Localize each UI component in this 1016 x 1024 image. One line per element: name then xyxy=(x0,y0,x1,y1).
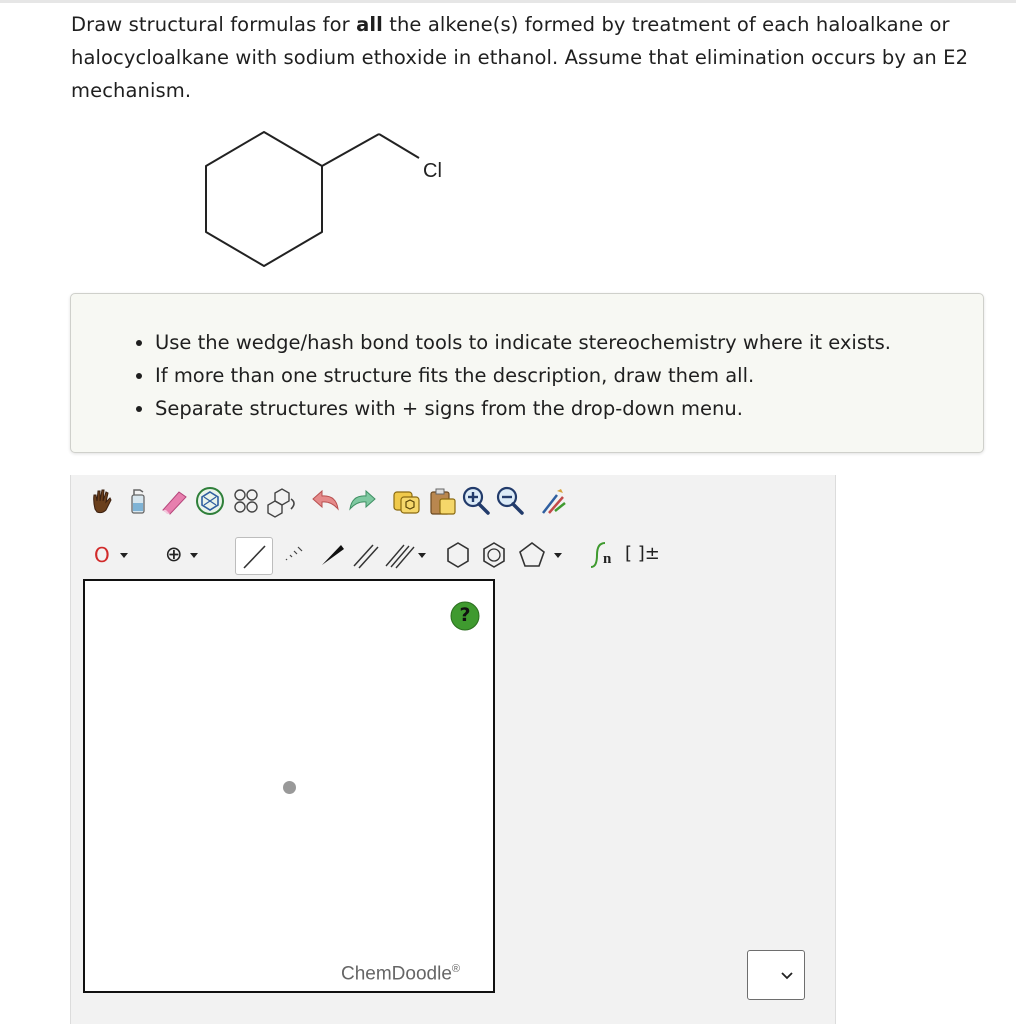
zoom-in-icon xyxy=(459,483,493,519)
undo-button[interactable] xyxy=(309,483,343,519)
toolbar-row-1 xyxy=(83,483,723,521)
hash-bond-button[interactable] xyxy=(277,537,311,573)
brand-name: ChemDoodle xyxy=(341,963,452,985)
atom-label: O xyxy=(94,543,110,567)
wedge-bond-icon xyxy=(315,537,349,573)
sgroup-label: n xyxy=(603,551,612,567)
ring-template-icon xyxy=(193,483,227,519)
question-part1: Draw structural formulas for xyxy=(71,13,357,36)
double-bond-button[interactable] xyxy=(349,537,383,573)
toolbar-row-2 xyxy=(83,537,783,575)
clear-button[interactable] xyxy=(121,483,155,519)
zoom-in-button[interactable] xyxy=(459,483,493,519)
zoom-out-icon xyxy=(493,483,527,519)
charge-dropdown[interactable] xyxy=(153,537,207,573)
templates-button[interactable] xyxy=(229,483,263,519)
molecule-structure xyxy=(195,120,475,284)
double-bond-icon xyxy=(349,537,383,573)
help-label: ? xyxy=(459,604,471,626)
single-bond-icon xyxy=(236,538,274,576)
bracket-label: [ ]± xyxy=(625,543,660,564)
sgroup-icon xyxy=(583,537,617,573)
instructions-box xyxy=(70,293,984,453)
cyclohexane-button[interactable] xyxy=(441,537,475,573)
wedge-bond-button[interactable] xyxy=(315,537,349,573)
numbering-button[interactable] xyxy=(265,483,299,519)
sgroup-button[interactable] xyxy=(583,537,617,573)
question-text xyxy=(71,8,1011,107)
question-part2: the alkene(s) formed by treatment of each haloalkane or halocycloalkane with sodium ethoxide in ethanol. Assume that elimination occurs by an E2 mechanism. xyxy=(71,13,969,102)
clean-structure-button[interactable] xyxy=(537,483,571,519)
c-cl-bond xyxy=(379,134,419,158)
chevron-down-icon xyxy=(83,537,137,573)
undo-icon xyxy=(309,483,343,519)
atom-label-dropdown[interactable] xyxy=(83,537,137,573)
instruction-item: • If more than one structure fits the description, draw them all. xyxy=(155,359,983,392)
copy-icon xyxy=(389,483,423,519)
cursor-dot xyxy=(283,781,296,794)
chevron-down-icon xyxy=(153,537,207,573)
brand-mark: ® xyxy=(451,963,461,975)
cyclohexane-icon xyxy=(441,537,475,573)
triple-bond-icon xyxy=(383,537,435,573)
instruction-item: • Separate structures with + signs from the drop-down menu. xyxy=(155,392,983,425)
single-bond-button[interactable] xyxy=(235,537,273,575)
hash-bond-icon xyxy=(277,537,311,573)
top-divider xyxy=(0,0,1016,3)
eraser-bottle-icon xyxy=(121,483,155,519)
redo-button[interactable] xyxy=(345,483,379,519)
charge-label: ⊕ xyxy=(165,542,183,566)
paste-button[interactable] xyxy=(425,483,459,519)
templates-icon xyxy=(229,483,263,519)
cyclopentane-icon xyxy=(515,537,571,573)
zoom-out-button[interactable] xyxy=(493,483,527,519)
ring-size-dropdown[interactable] xyxy=(515,537,571,573)
chlorine-label: Cl xyxy=(423,160,442,182)
chemdoodle-sketcher xyxy=(70,475,836,1024)
bracket-charge-button[interactable] xyxy=(623,537,667,573)
benzene-icon xyxy=(477,537,511,573)
clean-icon xyxy=(537,483,571,519)
eraser-icon xyxy=(157,483,191,519)
benzene-button[interactable] xyxy=(477,537,511,573)
hand-icon xyxy=(85,483,119,519)
triple-bond-dropdown[interactable] xyxy=(383,537,435,573)
erase-tool-button[interactable] xyxy=(157,483,191,519)
hand-tool-button[interactable] xyxy=(85,483,119,519)
separator-dropdown[interactable] xyxy=(747,950,805,1000)
numbering-icon xyxy=(265,483,299,519)
instruction-item: • Use the wedge/hash bond tools to indicate stereochemistry where it exists. xyxy=(155,326,983,359)
cyclohexane-ring xyxy=(206,132,322,266)
chemdoodle-brand xyxy=(341,963,460,985)
question-emphasis: all xyxy=(356,13,383,36)
paste-icon xyxy=(425,483,459,519)
help-button[interactable] xyxy=(450,601,480,631)
ch2-bond xyxy=(322,134,379,166)
instructions-list xyxy=(71,294,983,425)
chevron-down-icon xyxy=(780,969,794,983)
drawing-canvas[interactable] xyxy=(83,579,495,993)
redo-icon xyxy=(345,483,379,519)
ring-template-button[interactable] xyxy=(193,483,227,519)
copy-button[interactable] xyxy=(389,483,423,519)
